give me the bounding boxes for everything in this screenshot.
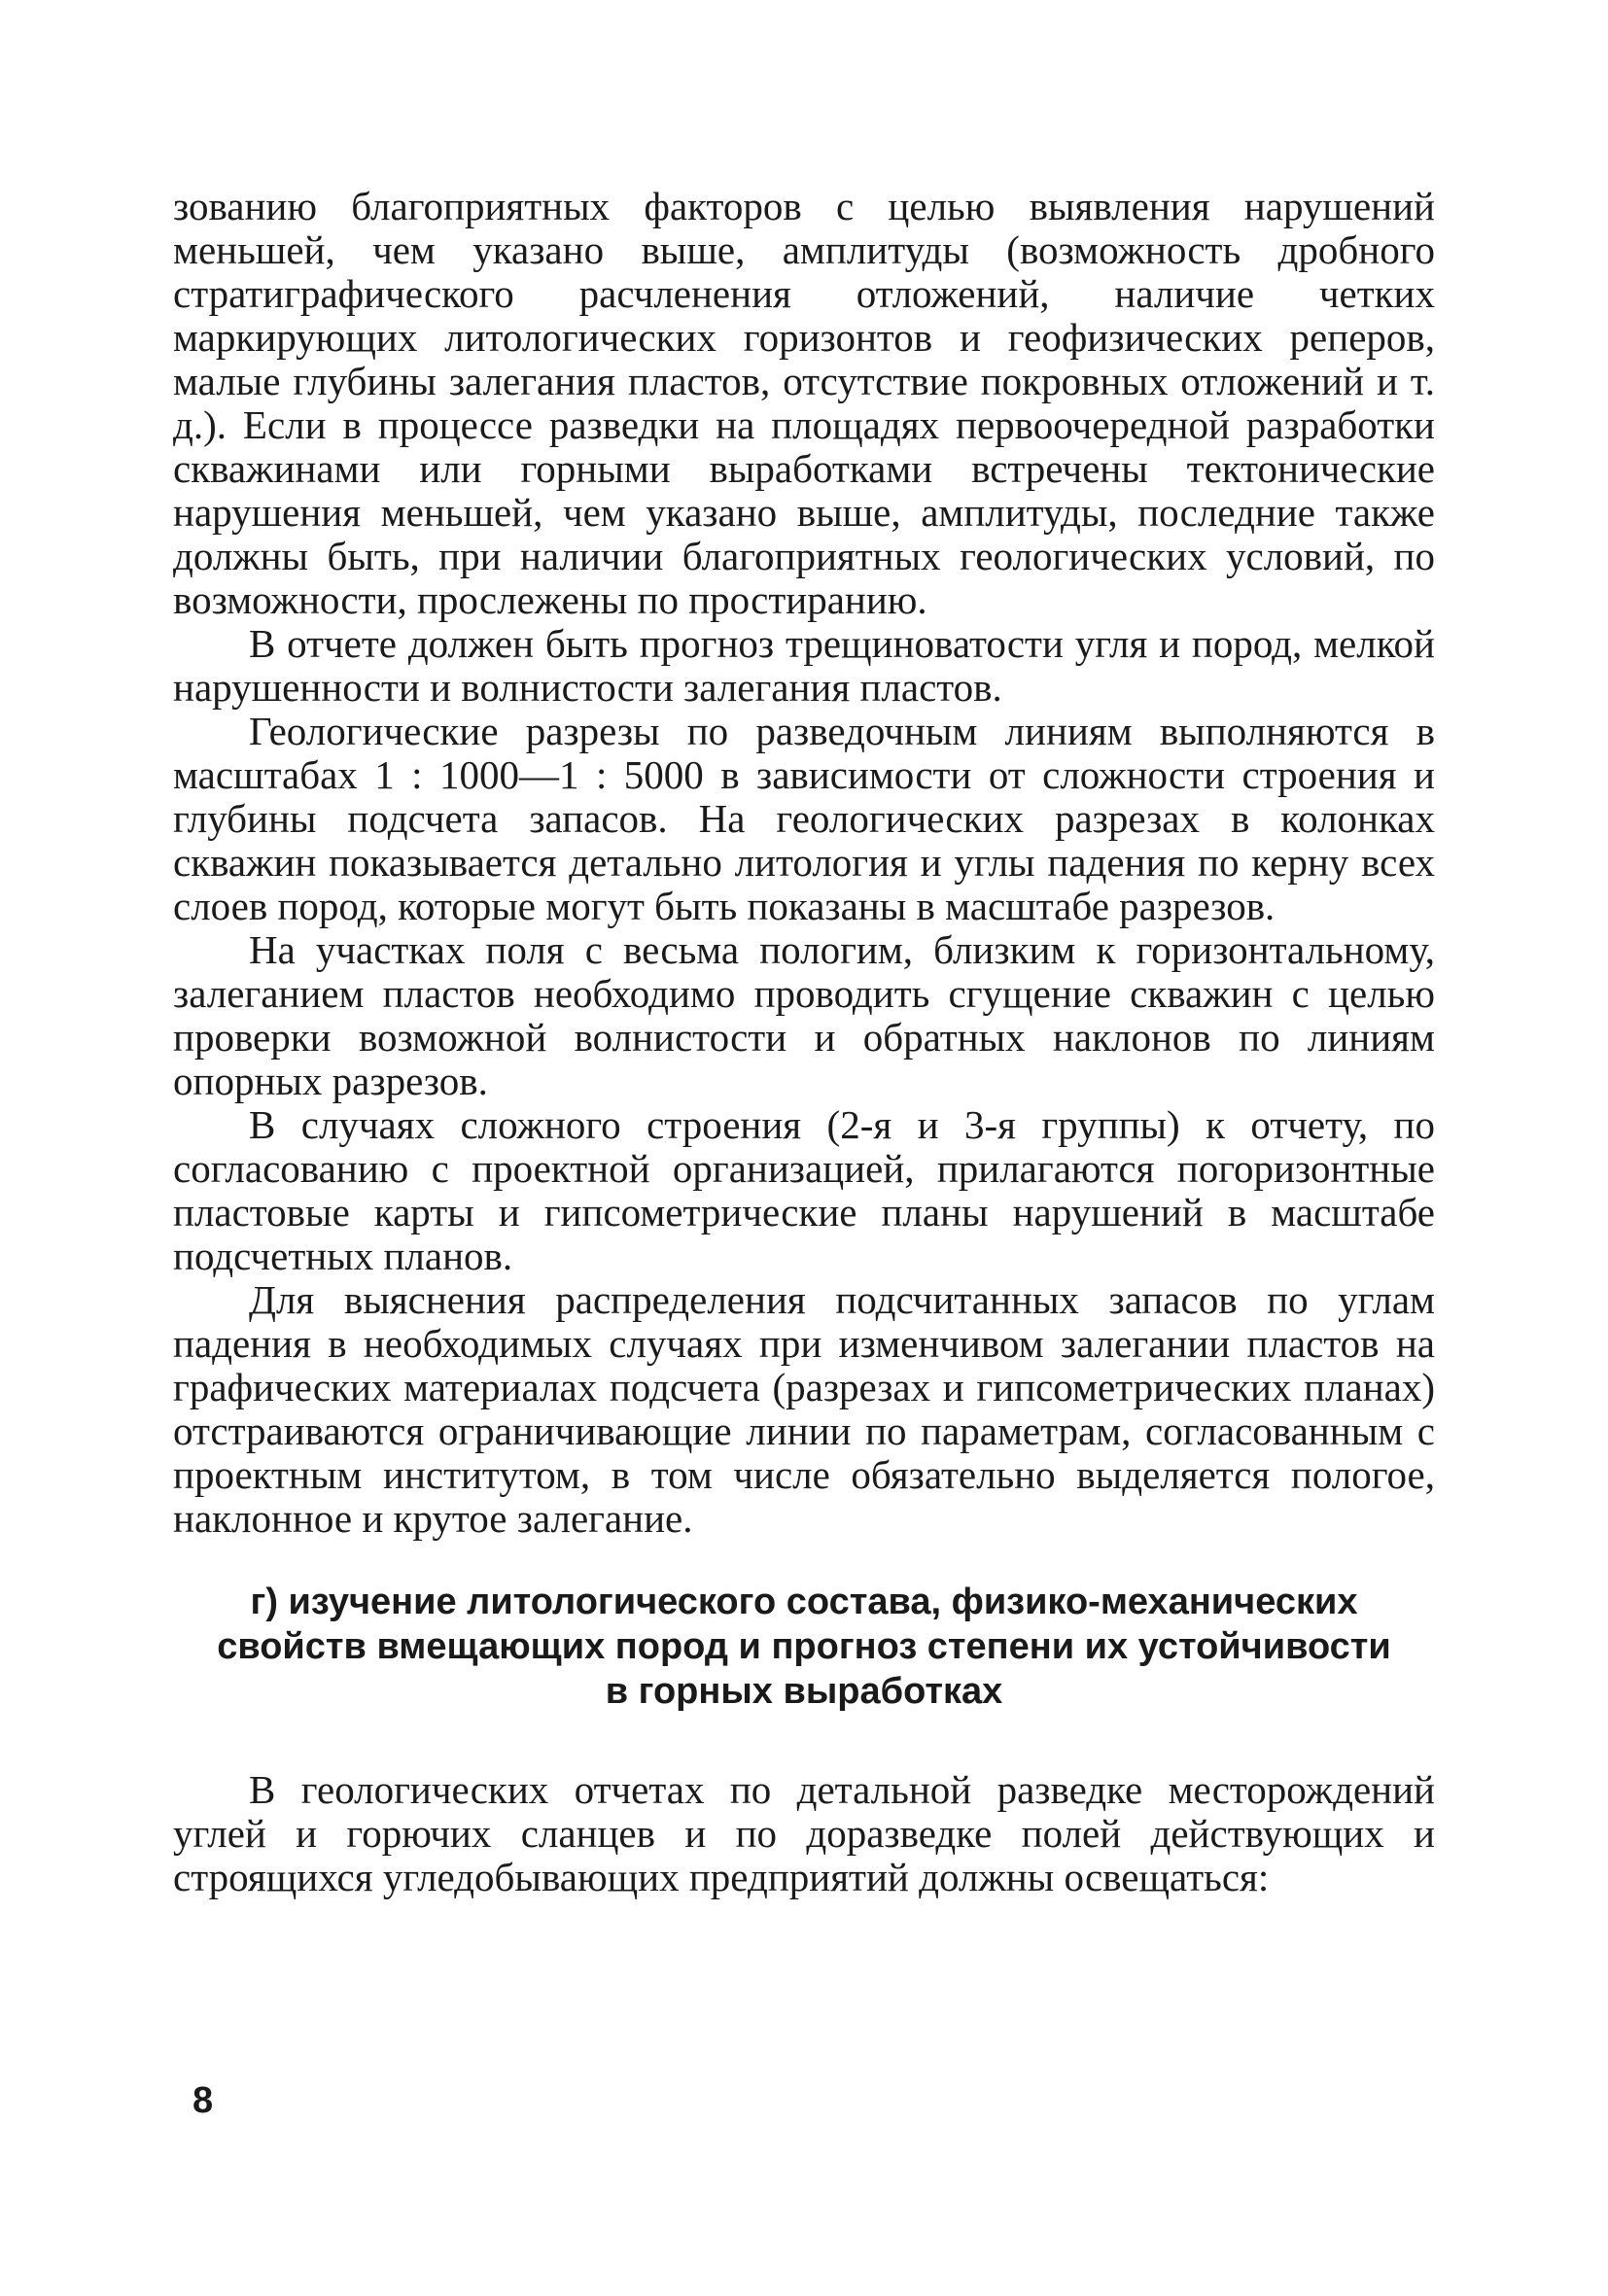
paragraph-3: Геологические разрезы по разведочным линиям выполняются в масштабах 1 : 1000—1 : 5000 в зависимости от сложности строения и глубины подсчета запасов. На геологических разрезах в колонках скважин показывается детально литология и углы падения по керну всех слоев пород, которые могут быть показаны в масштабе разрезов. xyxy=(173,709,1435,928)
paragraph-6: Для выяснения распределения подсчитанных запасов по углам падения в необходимых случаях при изменчивом залегании пластов на графических материалах подсчета (разрезах и гипсометрических планах) отстраиваются ограничивающие линии по параметрам, согласованным с проектным институтом, в том числе обязательно выделяется пологое, наклонное и крутое залегание. xyxy=(173,1277,1435,1541)
paragraph-2: В отчете должен быть прогноз трещиноватости угля и пород, мелкой нарушенности и волнистости залегания пластов. xyxy=(173,621,1435,710)
section-heading-line-1: г) изучение литологического состава, физико-механических xyxy=(250,1582,1358,1622)
page xyxy=(173,185,1435,1899)
section-heading-line-3: в горных выработках xyxy=(605,1671,1003,1712)
paragraph-4: На участках поля с весьма пологим, близким к горизонтальному, залеганием пластов необходимо проводить сгущение скважин с целью проверки возможной волнистости и обратных наклонов по линиям опорных разрезов. xyxy=(173,927,1435,1103)
page-number: 8 xyxy=(192,2080,214,2121)
paragraph-5: В случаях сложного строения (2-я и 3-я группы) к отчету, по согласованию с проектной организацией, прилагаются погоризонтные пластовые карты и гипсометрические планы нарушений в масштабе подсчетных планов. xyxy=(173,1102,1435,1278)
section-heading-line-2: свойств вмещающих пород и прогноз степени их устойчивости xyxy=(217,1626,1391,1667)
section-heading xyxy=(173,1580,1435,1714)
body-text-bottom xyxy=(173,1768,1435,1899)
body-text-top xyxy=(173,185,1435,1541)
paragraph-7: В геологических отчетах по детальной разведке месторождений углей и горючих сланцев и по доразведке полей действующих и строящихся угледобывающих предприятий должны освещаться: xyxy=(173,1767,1435,1899)
paragraph-1: зованию благоприятных факторов с целью выявления нарушений меньшей, чем указано выше, амплитуды (возможность дробного стратиграфического расчленения отложений, наличие четких маркирующих литологических горизонтов и геофизических реперов, малые глубины залегания пластов, отсутствие покровных отложений и т. д.). Если в процессе разведки на площадях первоочередной разработки скважинами или горными выработками встречены тектонические нарушения меньшей, чем указано выше, амплитуды, последние также должны быть, при наличии благоприятных геологических условий, по возможности, прослежены по простиранию. xyxy=(173,184,1435,622)
